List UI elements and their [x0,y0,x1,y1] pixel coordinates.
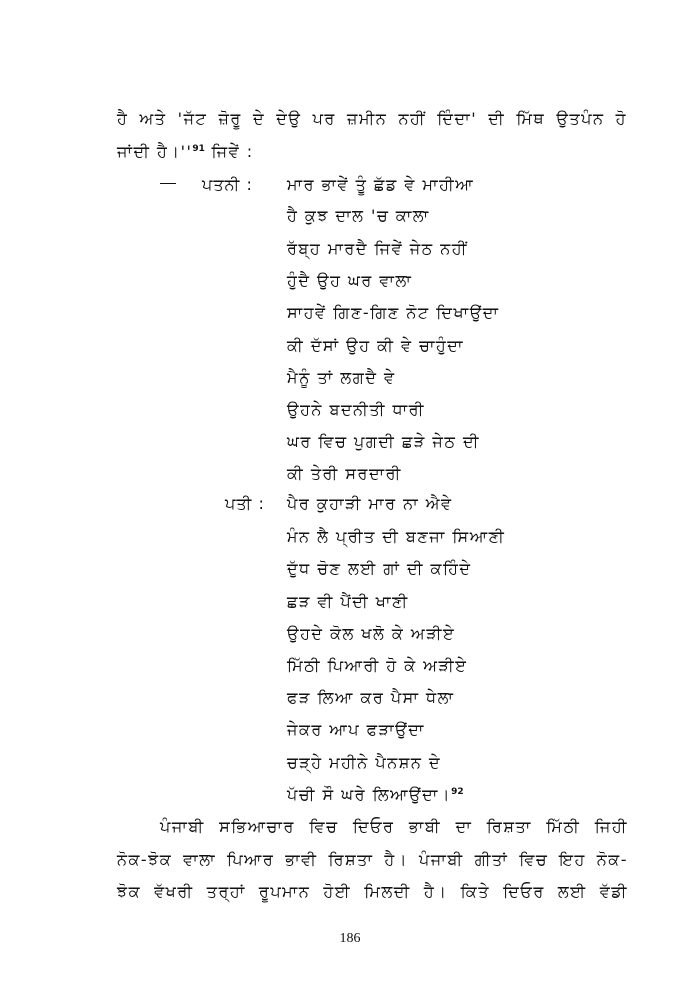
verse-line: ਕੀ ਦੱਸਾਂ ਉਹ ਕੀ ਵੇ ਚਾਹੁੰਦਾ [287,336,464,355]
verse-line: ਜੇਕਰ ਆਪ ਫੜਾਉਂਦਾ [287,720,425,739]
verse-line: ਉਹਦੇ ਕੋਲ ਖਲੋ ਕੇ ਅੜੀਏ [287,624,456,643]
page-number: 186 [339,931,361,946]
intro-line-2-tail: ਜਿਵੇਂ : [204,142,254,161]
verse-line: ਰੱਬ੍ਹ ਮਾਰਦੈ ਜਿਵੇਂ ਜੇਠ ਨਹੀਂ [287,239,468,258]
verse-line: ਹੈ ਕੁਝ ਦਾਲ 'ਚ ਕਾਲਾ [287,206,430,225]
verse-line: ਦੁੱਧ ਚੋਣ ਲਈ ਗਾਂ ਦੀ ਕਹਿੰਦੇ [287,559,472,578]
verse-line: ਘਰ ਵਿਚ ਪੁਗਦੀ ਛੜੇ ਜੇਠ ਦੀ [287,432,480,451]
footnote-ref-91: 91 [192,144,205,154]
verse-line: ਛੜ ਵੀ ਪੈਂਦੀ ਖਾਣੀ [287,592,409,611]
verse-line: ਮਿੱਠੀ ਪਿਆਰੀ ਹੋ ਕੇ ਅੜੀਏ [287,656,468,675]
intro-line-2-text: ਜਾਂਦੀ ਹੈ।'' [117,142,193,161]
wife-label: ਪਤਨੀ : [202,175,253,194]
verse-line: ਉਹਨੇ ਬਦਨੀਤੀ ਧਾਰੀ [287,400,425,419]
verse-line: ਕੀ ਤੇਰੀ ਸਰਦਾਰੀ [287,464,402,483]
verse-line: ਫੜ ਲਿਆ ਕਰ ਪੈਸਾ ਧੇਲਾ [287,688,455,707]
verse-line: ਮਾਰ ਭਾਵੇਂ ਤੂੰ ਛੱਡ ਵੇ ਮਾਹੀਆ [287,175,475,194]
verse-line-text: ਪੱਚੀ ਸੌ ਘਰੇ ਲਿਆਉਂਦਾ। [287,785,452,804]
paragraph-line-3: ਝੋਕ ਵੱਖਰੀ ਤਰ੍ਹਾਂ ਰੂਪਮਾਨ ਹੋਈ ਮਿਲਦੀ ਹੈ। ਕਿਤੇ ਦਿਓਰ ਲਈ ਵੱਡੀ [117,882,628,901]
verse-line: ਹੁੰਦੈ ਉਹ ਘਰ ਵਾਲਾ [287,271,413,290]
verse-line [287,787,464,803]
verse-line: ਪੈਰ ਕੁਹਾੜੀ ਮਾਰ ਨਾ ਐਵੇ [287,494,453,513]
verse-line: ਚੜ੍ਹੇ ਮਹੀਨੇ ਪੈਨਸ਼ਨ ਦੇ [287,753,442,772]
intro-line-2 [117,144,254,160]
dialogue-dash [160,183,176,184]
verse-line: ਸਾਹਵੇਂ ਗਿਣ-ਗਿਣ ਨੋਟ ਦਿਖਾਉਂਦਾ [287,303,500,322]
verse-line: ਮੰਨ ਲੈ ਪ੍ਰੀਤ ਦੀ ਬਣਜਾ ਸਿਆਣੀ [287,527,506,546]
footnote-ref-92: 92 [451,787,464,797]
husband-label: ਪਤੀ : [225,494,265,513]
verse-line: ਮੈਨੂੰ ਤਾਂ ਲਗਦੈ ਵੇ [287,368,396,387]
paragraph-line-1: ਪੰਜਾਬੀ ਸਭਿਆਚਾਰ ਵਿਚ ਦਿਓਰ ਭਾਬੀ ਦਾ ਰਿਸ਼ਤਾ ਮਿੱਠੀ ਜਿਹੀ [160,817,628,836]
paragraph-line-2: ਨੋਕ-ਝੋਕ ਵਾਲਾ ਪਿਆਰ ਭਾਵੀ ਰਿਸ਼ਤਾ ਹੈ। ਪੰਜਾਬੀ ਗੀਤਾਂ ਵਿਚ ਇਹ ਨੋਕ- [117,850,628,869]
intro-line-1: ਹੈ ਅਤੇ 'ਜੱਟ ਜ਼ੋਰੂ ਦੇ ਦੇਉ ਪਰ ਜ਼ਮੀਨ ਨਹੀਂ ਦਿੰਦਾ' ਦੀ ਮਿੱਥ ਉਤਪੰਨ ਹੋ [117,109,627,128]
